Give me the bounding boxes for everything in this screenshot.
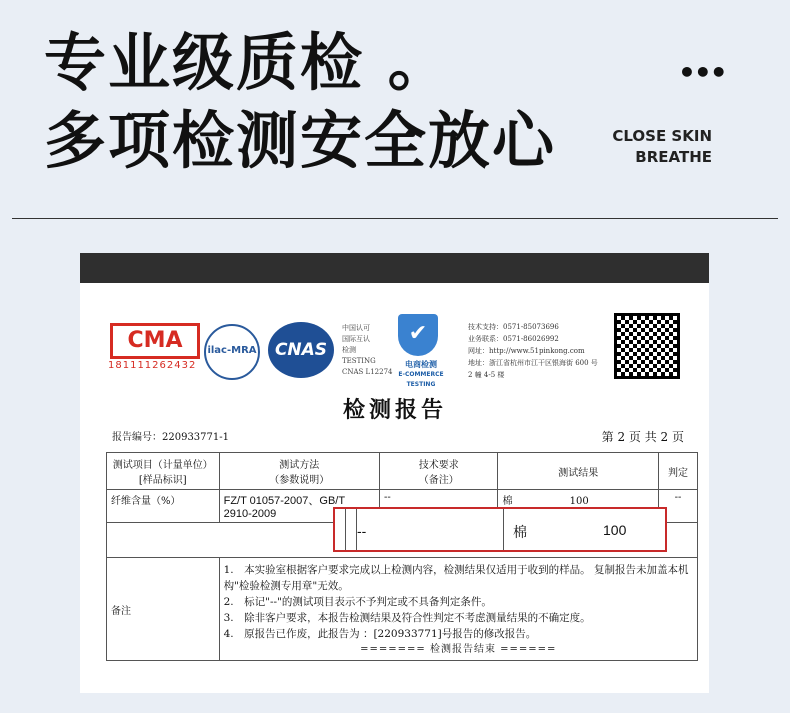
header-item [107, 453, 220, 490]
divider [12, 218, 778, 219]
cnas-text-line: TESTING [342, 357, 376, 365]
cnas-text-line: 国际互认 [342, 335, 370, 343]
notes-row [107, 558, 698, 661]
cnas-text-line: 中国认可 [342, 324, 370, 332]
ilac-mra-logo: ilac-MRA [204, 324, 260, 380]
header-req-label: 技术要求 [418, 460, 459, 471]
cnas-text-line: 检测 [342, 346, 356, 354]
contact-line: 技术支持：0571-85073696 [468, 323, 559, 331]
shield-label-cn: 电商检测 [405, 360, 437, 369]
notes-label: 备注 [107, 558, 220, 661]
header-method-sub: （参数说明） [269, 475, 330, 486]
note-line: 1. 本实验室根据客户要求完成以上检测内容，检测结果仅适用于收到的样品。 复制报告未加盖本机构"检验检测专用章"无效。 [223, 564, 689, 592]
table-header-row [107, 453, 698, 490]
shield-check-icon: ✔ [398, 314, 438, 356]
report-end-marker: ======= 检测报告结束 ====== [360, 644, 557, 655]
note-line: 4. 原报告已作废，此报告为 ：[220933771]号报告的修改报告。 [223, 628, 537, 640]
cnas-text-line: CNAS L12274 [342, 368, 393, 376]
report-number: 报告编号：220933771-1 [112, 432, 230, 443]
cnas-accreditation-text [342, 323, 392, 378]
report-title: 检测报告 [342, 397, 447, 423]
row-result-label: 棉 [502, 496, 513, 507]
header-item-sub: [样品标识] [138, 475, 187, 486]
callout-requirement: -- [357, 523, 367, 539]
header-requirement [379, 453, 498, 490]
note-line: 3. 除非客户要求，本报告检测结果及符合性判定不考虑测量结果的不确定度。 [223, 612, 591, 624]
ecommerce-testing-label [386, 360, 456, 390]
notes-body [219, 558, 697, 661]
callout-divider [345, 509, 357, 550]
shield-label-en: E-COMMERCE TESTING [398, 371, 444, 388]
callout-result-value: 100 [603, 522, 627, 538]
cma-logo: CMA [110, 323, 200, 359]
cnas-logo: CNAS [268, 322, 334, 378]
header-req-sub: （备注） [418, 475, 459, 486]
hero-headline-line1: 专业级质检 。 [44, 26, 452, 99]
brand-tagline [612, 126, 712, 168]
header-result: 测试结果 [498, 453, 659, 490]
lab-contact-info [468, 321, 598, 381]
hero-headline-line2: 多项检测安全放心 [44, 104, 557, 177]
row-requirement: -- [379, 490, 498, 523]
tagline-line1: CLOSE SKIN [612, 127, 712, 145]
contact-line: 地址：浙江省杭州市江干区银海街 600 号 [468, 359, 598, 367]
more-menu-icon[interactable]: ••• [678, 56, 726, 89]
report-table [106, 452, 698, 661]
contact-line: 业务联系：0571-86026992 [468, 335, 559, 343]
row-verdict: -- [659, 490, 698, 523]
contact-line: 网址：http://www.51pinkong.com [468, 347, 585, 355]
row-item: 纤维含量（%） [107, 490, 220, 523]
header-method [219, 453, 379, 490]
header-item-label: 测试项目（计量单位） [112, 460, 213, 471]
header-method-label: 测试方法 [279, 460, 320, 471]
callout-result-label: 棉 [513, 524, 527, 540]
highlight-callout [333, 507, 667, 552]
note-line: 2. 标记"--"的测试项目表示不予判定或不具备判定条件。 [223, 596, 492, 608]
cma-number: 181111262432 [108, 360, 197, 371]
page-indicator: 第 2 页 共 2 页 [601, 430, 684, 444]
qr-code-icon[interactable] [614, 313, 680, 379]
callout-divider [503, 509, 504, 550]
header-verdict: 判定 [659, 453, 698, 490]
contact-line: 2 幢 4-5 楼 [468, 371, 505, 379]
row-method: FZ/T 01057-2007、GB/T 2910-2009 [219, 490, 379, 523]
document-top-bar [80, 253, 709, 283]
row-result-value: 100 [569, 496, 589, 507]
tagline-line2: BREATHE [635, 148, 712, 166]
